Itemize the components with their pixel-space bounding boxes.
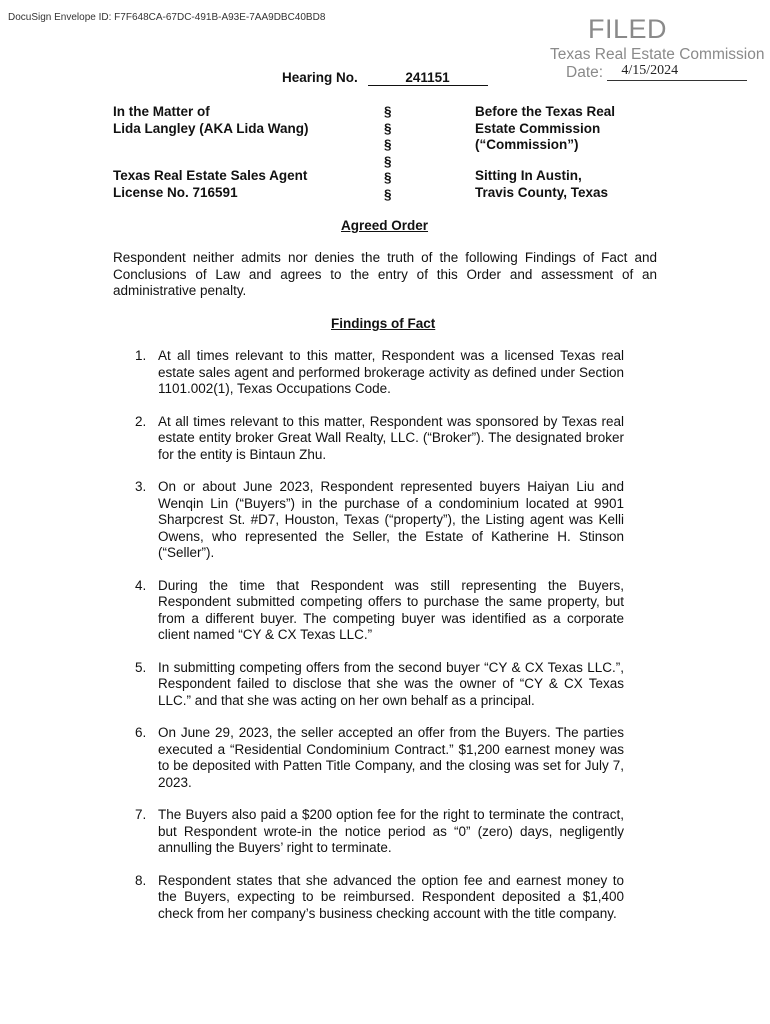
- section-symbol: §: [384, 170, 392, 185]
- caption-venue: [475, 168, 608, 201]
- finding-text: During the time that Respondent was still representing the Buyers, Respondent submitted competing offers to purchase the same property, but from a different buyer. The competing buyer was identified as a corporate client named “CY & CX Texas LLC.”: [158, 577, 624, 642]
- finding-number: 5.: [135, 659, 147, 675]
- stamp-date-label: Date:: [566, 64, 604, 81]
- finding-item: [113, 578, 624, 644]
- section-symbol: §: [384, 120, 392, 136]
- hearing-label: Hearing No.: [282, 70, 358, 85]
- section-symbol: §: [384, 153, 392, 169]
- finding-item: [113, 873, 624, 923]
- section-symbol: §: [384, 137, 392, 152]
- caption-matter: [113, 104, 309, 137]
- findings-title: Findings of Fact: [331, 316, 436, 331]
- caption-line: Sitting In Austin,: [475, 168, 582, 183]
- caption-line: License No. 716591: [113, 184, 238, 200]
- finding-text: On or about June 2023, Respondent represented buyers Haiyan Liu and Wenqin Lin (“Buyers”) in the purchase of a condominium located at 9901 Sharpcrest St. #D7, Houston, Texas (“property”), the Listing agent was Kelli Owens, who represented the Seller, the Estate of Katherine H. Stinson (“Seller”).: [158, 479, 624, 560]
- finding-number: 3.: [135, 479, 147, 494]
- finding-item: [113, 725, 624, 791]
- stamp-date-value: 4/15/2024: [621, 63, 679, 78]
- finding-text: At all times relevant to this matter, Respondent was sponsored by Texas real estate entity broker Great Wall Realty, LLC. (“Broker”). The designated broker for the entity is Bintaun Zhu.: [158, 413, 624, 462]
- finding-number: 4.: [135, 577, 147, 593]
- caption-line: Before the Texas Real: [475, 104, 616, 119]
- hearing-number: 241151: [368, 70, 488, 86]
- caption-license: [113, 168, 307, 201]
- filed-stamp: FILED: [588, 14, 668, 44]
- finding-text: On June 29, 2023, the seller accepted an offer from the Buyers. The parties executed a “Residential Condominium Contract.” $1,200 earnest money was to be deposited with Patten Title Company, and the closing was set for July 7, 2023.: [158, 725, 624, 790]
- finding-number: 7.: [135, 807, 147, 822]
- finding-item: [113, 414, 624, 464]
- caption-section-symbols: [384, 104, 392, 203]
- finding-item: [113, 660, 624, 710]
- finding-number: 8.: [135, 872, 147, 888]
- stamp-date-row: [566, 64, 747, 83]
- finding-number: 1.: [135, 348, 147, 363]
- stamp-commission: Texas Real Estate Commission: [550, 46, 765, 63]
- finding-number: 2.: [135, 413, 147, 429]
- finding-number: 6.: [135, 725, 147, 740]
- hearing-number-row: [282, 70, 488, 86]
- caption-line: In the Matter of: [113, 104, 210, 119]
- caption-line: Lida Langley (AKA Lida Wang): [113, 120, 309, 136]
- caption-line: Texas Real Estate Sales Agent: [113, 168, 308, 183]
- finding-item: [113, 348, 624, 398]
- finding-item: [113, 479, 624, 562]
- stamp-date-line: [607, 62, 747, 81]
- caption-line: (“Commission”): [475, 137, 579, 152]
- finding-text: Respondent states that she advanced the option fee and earnest money to the Buyers, expecting to be reimbursed. Respondent deposited a $1,400 check from her company’s business checking account with the title company.: [158, 872, 624, 921]
- caption-before-commission: [475, 104, 615, 154]
- caption-line: Travis County, Texas: [475, 184, 609, 200]
- findings-list: [113, 348, 624, 938]
- finding-text: In submitting competing offers from the second buyer “CY & CX Texas LLC.”, Respondent failed to disclose that she was the owner of “CY & CX Texas LLC.” and that she was acting on her own behalf as a principal.: [158, 659, 624, 708]
- finding-text: The Buyers also paid a $200 option fee for the right to terminate the contract, but Respondent wrote-in the notice period as “0” (zero) days, negligently annulling the Buyers’ right to terminate.: [158, 807, 624, 855]
- finding-text: At all times relevant to this matter, Respondent was a licensed Texas real estate sales agent and performed brokerage activity as defined under Section 1101.002(1), Texas Occupations Code.: [158, 348, 624, 396]
- caption-line: Estate Commission: [475, 120, 601, 136]
- section-symbol: §: [384, 186, 392, 202]
- docusign-envelope-id: DocuSign Envelope ID: F7F648CA-67DC-491B-A93E-7AA9DBC40BD8: [8, 12, 326, 23]
- section-symbol: §: [384, 104, 392, 119]
- order-title: Agreed Order: [341, 218, 429, 233]
- finding-item: [113, 807, 624, 857]
- intro-paragraph: Respondent neither admits nor denies the truth of the following Findings of Fact and Conclusions of Law and agrees to the entry of this Order and assessment of an administrative penalty.: [113, 250, 657, 298]
